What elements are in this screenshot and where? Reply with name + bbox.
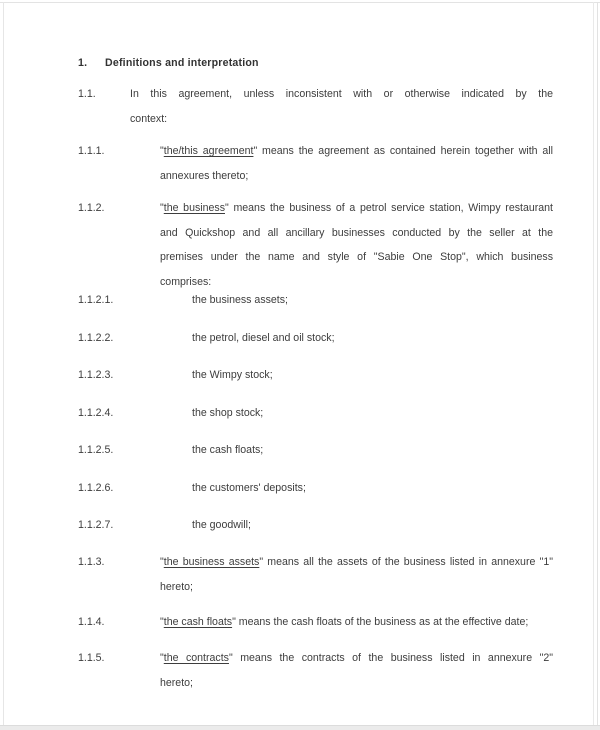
clause-segment: " means the business of a petrol service station, Wimpy restaurant [225, 202, 553, 214]
clause-1-1-2-5 [78, 438, 553, 463]
clause-number: 1.1.2.4. [78, 407, 114, 419]
clause-1-1-5 [78, 646, 553, 695]
clause-segment: the customers' deposits; [192, 482, 306, 494]
clause-segment: " [160, 145, 164, 157]
clause-segment: the petrol, diesel and oil stock; [192, 332, 335, 344]
clause-line [192, 476, 553, 501]
clause-line [192, 288, 553, 313]
clause-line [160, 221, 553, 246]
clause-segment: premises under the name and style of "Sabie One Stop", which business [160, 251, 553, 263]
page-edge-right-outer [597, 2, 598, 726]
clause-line [160, 575, 553, 600]
clause-segment: context: [130, 112, 168, 125]
clause-segment: the cash floats; [192, 444, 264, 456]
page-edge-left [3, 2, 4, 726]
clause-text [192, 288, 553, 313]
clause-1-1-2 [78, 196, 553, 294]
clause-segment: " [160, 616, 164, 628]
defined-term: the contracts [163, 652, 229, 664]
defined-term: the business [163, 202, 225, 214]
clause-text [192, 363, 553, 388]
page-edge-bottom [0, 725, 600, 730]
clause-number: 1.1.2.7. [78, 519, 114, 531]
clause-segment: and Quickshop and all ancillary businesses conducted by the seller at the [160, 226, 553, 239]
clause-number: 1.1.5. [78, 652, 105, 664]
clause-1-1-2-3 [78, 363, 553, 388]
clause-1-1-2-7 [78, 513, 553, 538]
clause-text [192, 438, 553, 463]
clause-number: 1.1.3. [78, 556, 105, 568]
clause-1-1-2-2 [78, 326, 553, 351]
clause-number: 1.1.2.6. [78, 482, 114, 494]
clause-1-1-1 [78, 139, 553, 188]
clause-number: 1.1.4. [78, 616, 105, 628]
clause-number: 1.1.2.5. [78, 444, 114, 456]
clause-text [192, 326, 553, 351]
clause-1-1-4 [78, 610, 553, 635]
clause-line [192, 326, 553, 351]
clause-segment: " [160, 652, 164, 664]
clause-1-1-2-1 [78, 288, 553, 313]
clause-1-1-2-4 [78, 401, 553, 426]
clause-line [192, 513, 553, 538]
section-heading-title: Definitions and interpretation [105, 57, 259, 69]
clause-segment: annexures thereto; [160, 169, 249, 182]
clause-segment: " means the contracts of the business listed in annexure "2" [228, 652, 553, 664]
defined-term: the business assets [163, 556, 260, 568]
clause-segment: the business assets; [192, 294, 288, 306]
clause-text [130, 82, 553, 131]
defined-term: the cash floats [163, 616, 233, 628]
clause-number: 1.1. [78, 88, 96, 100]
page-edge-top [0, 2, 600, 3]
section-number: 1. [78, 57, 88, 69]
clause-text [192, 401, 553, 426]
clause-segment: " means the cash floats of the business as at the effective date; [232, 616, 529, 628]
clause-text [160, 196, 553, 294]
clause-1-1-2-6 [78, 476, 553, 501]
clause-segment: " [160, 556, 164, 568]
clause-text [160, 550, 553, 599]
clause-line [160, 671, 553, 696]
clause-text [192, 476, 553, 501]
clause-text [160, 610, 553, 635]
clause-line [192, 363, 553, 388]
clause-line [130, 82, 553, 107]
clause-number: 1.1.1. [78, 145, 105, 157]
page-edge-right-inner [593, 2, 594, 726]
clause-line [160, 550, 553, 575]
clause-line [192, 401, 553, 426]
clause-line [130, 107, 553, 132]
clause-text [192, 513, 553, 538]
clause-segment: the shop stock; [192, 407, 264, 419]
clause-segment: hereto; [160, 676, 193, 689]
clause-segment: the Wimpy stock; [192, 369, 273, 381]
clause-number: 1.1.2.1. [78, 294, 114, 306]
clause-text [160, 646, 553, 695]
clause-line [160, 196, 553, 221]
clause-number: 1.1.2. [78, 202, 105, 214]
clause-line [160, 139, 553, 164]
clause-segment: hereto; [160, 580, 193, 593]
clause-text [160, 139, 553, 188]
section-heading-row [78, 51, 553, 76]
clause-1-1-3 [78, 550, 553, 599]
clause-1-1 [78, 82, 553, 131]
defined-term: the/this agreement [163, 145, 254, 157]
clause-line [160, 646, 553, 671]
clause-line [160, 164, 553, 189]
clause-line [160, 245, 553, 270]
clause-segment: " [160, 202, 164, 214]
clause-number: 1.1.2.3. [78, 369, 114, 381]
clause-segment: " means all the assets of the business listed in annexure "1" [259, 556, 553, 568]
clause-line [192, 438, 553, 463]
clause-line [160, 610, 553, 635]
clause-segment: " means the agreement as contained herein together with all [253, 145, 553, 157]
clause-number: 1.1.2.2. [78, 332, 114, 344]
clause-segment: comprises: [160, 275, 212, 288]
clause-segment: the goodwill; [192, 519, 251, 531]
clause-segment: In this agreement, unless inconsistent with or otherwise indicated by the [130, 88, 553, 100]
